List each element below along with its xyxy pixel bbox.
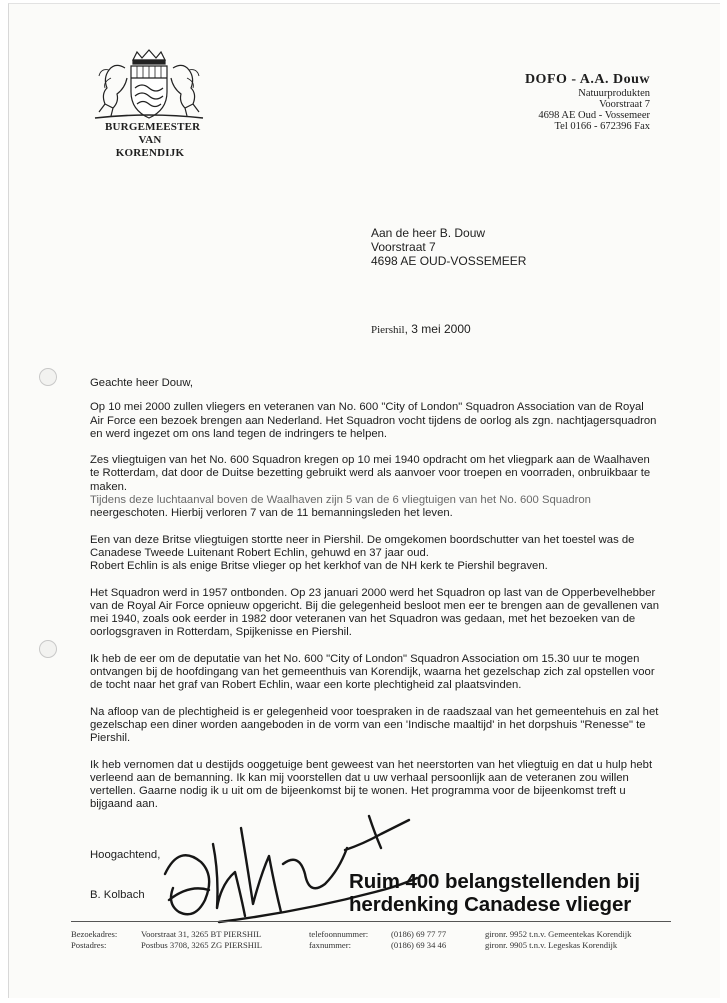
paragraph-text: neergeschoten. Hierbij verloren 7 van de 11 bemanningsleden het leven. (90, 507, 453, 520)
company-subtitle: Natuurprodukten (578, 88, 650, 99)
coat-of-arms-icon (85, 48, 213, 122)
footer-phone-label: telefoonnummer: (309, 929, 369, 939)
paragraph-text: Zes vliegtuigen van het No. 600 Squadron kregen op 10 mei 1940 opdracht om het vliegpark aan de Waalhaven te Rotterdam, dat door de Duitse bezetting gebruikt werd als aanvoer voor troepen en voorraden, onbruikbaar te maken. (90, 454, 651, 493)
headline-line: Ruim 400 belangstellenden bij (349, 870, 641, 893)
footer-giro: gironr. 9952 t.n.v. Gemeentekas Korendijk (485, 929, 632, 939)
company-phone: Tel 0166 - 672396 Fax (554, 121, 650, 132)
recipient-name: Aan de heer B. Douw (371, 226, 486, 240)
letter-body (90, 377, 660, 825)
letter-footer (71, 929, 681, 951)
footer-row-post (71, 940, 681, 951)
footer-label: Bezoekadres: (71, 929, 118, 939)
municipality-line: BURGEMEESTER (105, 121, 201, 133)
body-paragraph: Het Squadron werd in 1957 ontbonden. Op 23 januari 2000 werd het Squadron op last van de Opperbevelhebber van de Royal Air Force opnieuw opgericht. Bij die gelegenheid besloot men eer te brengen aan de gevallenen van mei 1940, zoals ook eerder in 1982 door veteranen van het Squadron was gedaan, met het bezoeken van de oorlogsgraven in Rotterdam, Spijkenisse en Piershil. (90, 586, 659, 639)
municipality-line: VAN KORENDIJK (115, 134, 185, 159)
newspaper-headline (349, 870, 640, 916)
company-stamp (525, 72, 650, 132)
body-paragraph (90, 454, 660, 520)
footer-row-visit (71, 929, 681, 940)
footer-giro: gironr. 9905 t.n.v. Legeskas Korendijk (485, 940, 618, 950)
paragraph-text: Tijdens deze luchtaanval boven de Waalhaven zijn 5 van de 6 vliegtuigen van het No. 600 Squadron (90, 494, 591, 507)
recipient-city: 4698 AE OUD-VOSSEMEER (371, 254, 527, 268)
company-city: 4698 AE Oud - Vossemeer (538, 110, 650, 121)
punch-hole (39, 368, 57, 386)
body-paragraph: Ik heb vernomen dat u destijds ooggetuige bent geweest van het neerstorten van het vliegtuig en dat u hulp hebt verleend aan de bemanning. Ik kan mij voorstellen dat u uw verhaal persoonlijk aan de veteranen zou willen vertellen. Gaarne nodig ik u uit om de bijeenkomst bij te wonen. Het programma voor de bijeenkomst treft u bijgaand aan. (90, 758, 653, 811)
recipient-address (371, 226, 526, 268)
footer-address: Voorstraat 31, 3265 BT PIERSHIL (141, 929, 262, 939)
footer-phone: (0186) 69 77 77 (391, 929, 447, 939)
date-text: , 3 mei 2000 (404, 322, 471, 336)
company-street: Voorstraat 7 (599, 99, 650, 110)
footer-fax-label: faxnummer: (309, 940, 351, 950)
company-name: DOFO - A.A. Douw (524, 72, 650, 87)
headline-line: herdenking Canadese vlieger (349, 893, 632, 916)
letter-page (8, 3, 720, 998)
municipality-name (105, 121, 201, 160)
footer-label: Postadres: (71, 940, 107, 950)
punch-hole (39, 640, 57, 658)
paragraph-text: Robert Echlin is als enige Britse vlieger op het kerkhof van de NH kerk te Piershil begraven. (90, 560, 548, 573)
footer-fax: (0186) 69 34 46 (391, 940, 447, 950)
body-paragraph: Na afloop van de plechtigheid is er gelegenheid voor toespraken in de raadszaal van het gemeentehuis en zal het gezelschap een diner worden aangeboden in de vorm van een 'Indische maaltijd' in het dorpshuis "Renesse" te Piershil. (90, 705, 659, 745)
body-paragraph (90, 534, 660, 574)
salutation: Geachte heer Douw, (90, 377, 193, 389)
letter-date (371, 322, 471, 336)
signer-name: B. Kolbach (90, 889, 145, 901)
body-paragraph: Ik heb de eer om de deputatie van het No. 600 "City of London" Squadron Association om 15.30 uur te mogen ontvangen bij de hoofdingang van het gemeenthuis van Korendijk, waarna het gezelschap zich zal opstellen voor de tocht naar het graf van Robert Echlin, waar een korte plechtigheid zal plaatsvinden. (90, 652, 655, 692)
recipient-street: Voorstraat 7 (371, 240, 436, 254)
body-paragraph: Op 10 mei 2000 zullen vliegers en veteranen van No. 600 "City of London" Squadron Association van de Royal Air Force een bezoek brengen aan Nederland. Het Squadron vocht tijdens de oorlog als zgn. nachtjagersquadron en werd ingezet om ons land tegen de indringers te helpen. (90, 401, 657, 440)
date-place: Piershil (371, 324, 405, 336)
footer-divider (71, 921, 671, 922)
paragraph-text: Een van deze Britse vliegtuigen stortte neer in Piershil. De omgekomen boordschutter van het toestel was de Canadese Tweede Luitenant Robert Echlin, gehuwd en 37 jaar oud. (90, 533, 635, 559)
closing: Hoogachtend, (90, 849, 161, 861)
footer-address: Postbus 3708, 3265 ZG PIERSHIL (141, 940, 263, 950)
